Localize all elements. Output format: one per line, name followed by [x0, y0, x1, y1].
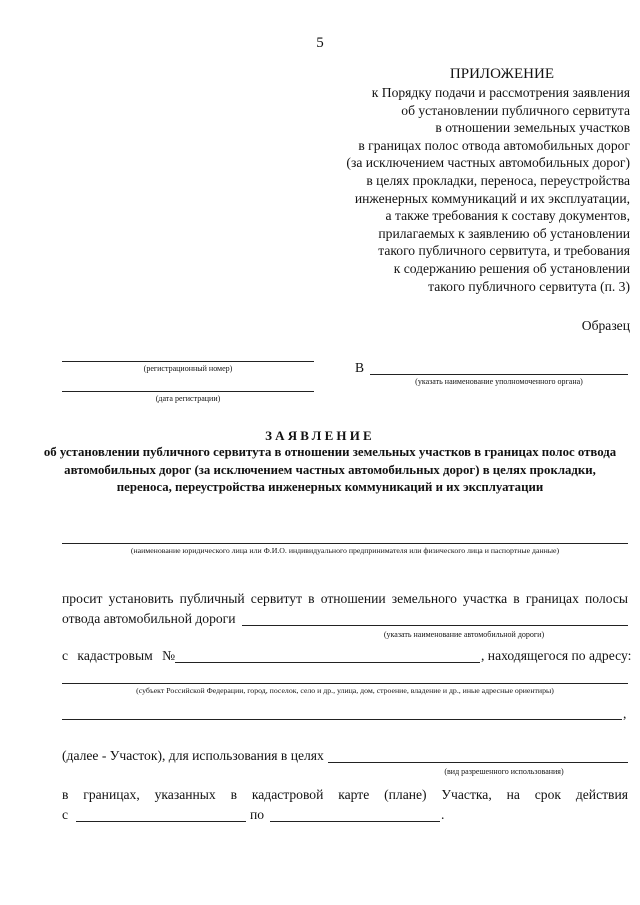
cadastral-prefix: с кадастровым № [62, 648, 176, 663]
appendix-line: (за исключением частных автомобильных дорог) [346, 155, 630, 171]
road-caption: (указать наименование автомобильной дороги) [383, 630, 545, 639]
purpose-caption: (вид разрешенного использования) [444, 767, 564, 776]
period-to-label: по [250, 807, 265, 822]
road-prefix: отвода автомобильной дороги [62, 611, 236, 626]
application-heading: ЗАЯВЛЕНИЕ [265, 428, 375, 443]
appendix-line: такого публичного сервитута (п. 3) [428, 278, 630, 294]
period-from-field[interactable] [76, 821, 246, 822]
cadastral-number-field[interactable] [175, 662, 480, 663]
authority-prefix: В [355, 360, 365, 375]
purpose-prefix: (далее - Участок), для использования в целях [62, 748, 324, 763]
period-end-dot: . [441, 807, 445, 822]
request-text: просит установить публичный сервитут в отношении земельного участка в границах полосы [62, 591, 628, 606]
appendix-line: в отношении земельных участков [435, 120, 630, 136]
registration-number-caption: (регистрационный номер) [143, 364, 233, 373]
appendix-line: в целях прокладки, переноса, переустройства [366, 172, 630, 188]
address-field-continued[interactable] [62, 719, 622, 720]
period-to-field[interactable] [270, 821, 440, 822]
registration-date-caption: (дата регистрации) [155, 394, 221, 403]
applicant-field[interactable] [62, 543, 628, 544]
appendix-line: об установлении публичного сервитута [401, 102, 630, 118]
appendix-line: прилагаемых к заявлению об установлении [378, 225, 630, 241]
authority-caption: (указать наименование уполномоченного органа) [415, 377, 583, 386]
appendix-line: к содержанию решения об установлении [393, 260, 630, 276]
appendix-line: такого публичного сервитута, и требования [378, 243, 630, 259]
registration-date-field[interactable] [62, 391, 314, 392]
application-subheading: об установлении публичного сервитута в отношении земельных участков в границах полос отвода автомобильных дорог (за исключением частных автомобильных дорог) в целях прокладки, переноса, переустройства инженерных коммуникаций и их эксплуатации [43, 445, 617, 494]
road-field[interactable] [242, 625, 628, 626]
appendix-title: ПРИЛОЖЕНИЕ [449, 66, 554, 82]
address-end-comma: , [623, 706, 627, 721]
sample-label: Образец [581, 318, 630, 333]
address-field[interactable] [62, 683, 628, 684]
page-number: 5 [316, 35, 324, 51]
address-caption: (субъект Российской Федерации, город, поселок, село и др., улица, дом, строение, владение и др., иные адресные ориентиры) [136, 686, 554, 695]
appendix-line: в границах полос отвода автомобильных дорог [358, 137, 630, 153]
appendix-line: инженерных коммуникаций и их эксплуатации, [354, 190, 630, 206]
applicant-caption: (наименование юридического лица или Ф.И.О. индивидуального предпринимателя или физического лица и паспортные данные) [130, 546, 560, 555]
purpose-field[interactable] [328, 762, 628, 763]
registration-number-field[interactable] [62, 361, 314, 362]
authority-field[interactable] [370, 374, 628, 375]
appendix-line: к Порядку подачи и рассмотрения заявления [371, 85, 630, 100]
cadastral-suffix: , находящегося по адресу: [481, 648, 632, 663]
period-text: в границах, указанных в кадастровой карте (плане) Участка, на срок действия [62, 787, 628, 802]
appendix-line: а также требования к составу документов, [385, 208, 630, 224]
period-from-label: с [62, 807, 69, 822]
appendix-reference [230, 84, 630, 295]
